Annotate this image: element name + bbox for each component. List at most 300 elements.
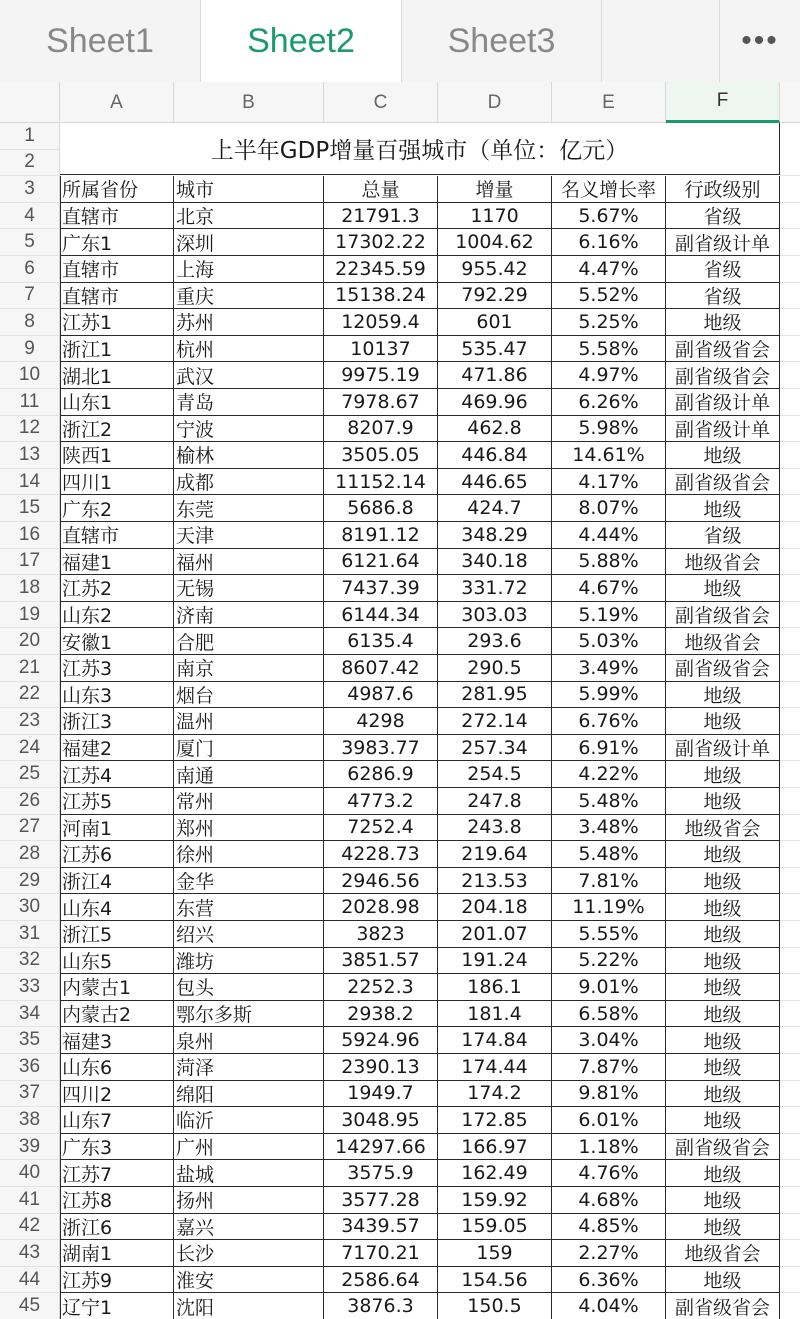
column-g-cell[interactable] [780, 442, 800, 469]
table-cell-e[interactable]: 5.99% [552, 682, 666, 709]
table-cell-a[interactable]: 安徽1 [60, 628, 174, 655]
table-cell-e[interactable]: 9.81% [552, 1081, 666, 1108]
table-cell-c[interactable]: 8191.12 [324, 522, 438, 549]
table-cell-c[interactable]: 7437.39 [324, 575, 438, 602]
table-cell-e[interactable]: 4.68% [552, 1187, 666, 1214]
table-cell-f[interactable]: 地级省会 [666, 815, 780, 842]
table-cell-f[interactable]: 副省级省会 [666, 336, 780, 363]
table-cell-f[interactable]: 地级 [666, 948, 780, 975]
row-number[interactable]: 1 [0, 123, 60, 150]
column-g-cell[interactable] [780, 1293, 800, 1319]
column-g-cell[interactable] [780, 283, 800, 310]
table-cell-b[interactable]: 宁波 [174, 416, 324, 443]
table-cell-a[interactable]: 江苏4 [60, 761, 174, 788]
column-g-cell[interactable] [780, 1267, 800, 1294]
table-cell-e[interactable]: 5.19% [552, 602, 666, 629]
table-cell-c[interactable]: 8207.9 [324, 416, 438, 443]
table-cell-b[interactable]: 成都 [174, 469, 324, 496]
table-cell-f[interactable]: 地级 [666, 1160, 780, 1187]
table-cell-a[interactable]: 浙江1 [60, 336, 174, 363]
column-g-cell[interactable] [780, 815, 800, 842]
table-cell-d[interactable]: 201.07 [438, 921, 552, 948]
table-cell-f[interactable]: 地级 [666, 309, 780, 336]
column-g-cell[interactable] [780, 948, 800, 975]
table-cell-b[interactable]: 扬州 [174, 1187, 324, 1214]
table-cell-d[interactable]: 535.47 [438, 336, 552, 363]
table-cell-a[interactable]: 山东2 [60, 602, 174, 629]
column-g-cell[interactable] [780, 123, 800, 176]
table-cell-c[interactable]: 2946.56 [324, 868, 438, 895]
row-number[interactable]: 45 [0, 1293, 60, 1319]
table-cell-c[interactable]: 3575.9 [324, 1160, 438, 1187]
table-cell-a[interactable]: 陕西1 [60, 442, 174, 469]
column-g-cell[interactable] [780, 256, 800, 283]
table-cell-d[interactable]: 191.24 [438, 948, 552, 975]
table-cell-d[interactable]: 174.84 [438, 1027, 552, 1054]
column-g-cell[interactable] [780, 921, 800, 948]
table-cell-e[interactable]: 3.48% [552, 815, 666, 842]
table-cell-a[interactable]: 四川1 [60, 469, 174, 496]
tab-sheet3[interactable]: Sheet3 [402, 0, 602, 82]
table-cell-b[interactable]: 温州 [174, 708, 324, 735]
table-cell-c[interactable]: 4773.2 [324, 788, 438, 815]
table-cell-e[interactable]: 4.47% [552, 256, 666, 283]
column-g-cell[interactable] [780, 628, 800, 655]
column-g-cell[interactable] [780, 575, 800, 602]
row-number[interactable]: 27 [0, 815, 60, 842]
table-cell-b[interactable]: 城市 [174, 176, 324, 203]
row-number[interactable]: 35 [0, 1027, 60, 1054]
table-cell-c[interactable]: 6135.4 [324, 628, 438, 655]
table-cell-f[interactable]: 副省级省会 [666, 1134, 780, 1161]
table-cell-b[interactable]: 淮安 [174, 1267, 324, 1294]
row-number[interactable]: 14 [0, 469, 60, 496]
row-number[interactable]: 37 [0, 1081, 60, 1108]
tab-sheet2[interactable]: Sheet2 [201, 0, 402, 82]
row-number[interactable]: 19 [0, 602, 60, 629]
table-cell-f[interactable]: 副省级省会 [666, 469, 780, 496]
column-g-cell[interactable] [780, 336, 800, 363]
column-g-cell[interactable] [780, 1054, 800, 1081]
table-cell-d[interactable]: 348.29 [438, 522, 552, 549]
row-number[interactable]: 33 [0, 974, 60, 1001]
table-cell-c[interactable]: 3876.3 [324, 1293, 438, 1319]
table-cell-c[interactable]: 21791.3 [324, 203, 438, 230]
table-cell-c[interactable]: 22345.59 [324, 256, 438, 283]
table-cell-a[interactable]: 山东3 [60, 682, 174, 709]
column-header-c[interactable]: C [324, 82, 438, 123]
table-cell-d[interactable]: 159.05 [438, 1214, 552, 1241]
row-number[interactable]: 22 [0, 682, 60, 709]
row-number[interactable]: 7 [0, 283, 60, 310]
table-cell-d[interactable]: 159.92 [438, 1187, 552, 1214]
table-cell-b[interactable]: 南京 [174, 655, 324, 682]
table-cell-e[interactable]: 5.98% [552, 416, 666, 443]
row-number[interactable]: 8 [0, 309, 60, 336]
column-g-cell[interactable] [780, 655, 800, 682]
table-cell-b[interactable]: 沈阳 [174, 1293, 324, 1319]
column-header-b[interactable]: B [174, 82, 324, 123]
table-cell-e[interactable]: 3.49% [552, 655, 666, 682]
table-cell-b[interactable]: 常州 [174, 788, 324, 815]
table-cell-a[interactable]: 福建2 [60, 735, 174, 762]
table-cell-e[interactable]: 6.76% [552, 708, 666, 735]
table-cell-d[interactable]: 247.8 [438, 788, 552, 815]
table-cell-f[interactable]: 地级 [666, 1027, 780, 1054]
table-cell-d[interactable]: 471.86 [438, 362, 552, 389]
table-cell-f[interactable]: 地级 [666, 841, 780, 868]
table-cell-b[interactable]: 绵阳 [174, 1081, 324, 1108]
table-cell-b[interactable]: 东营 [174, 894, 324, 921]
table-cell-b[interactable]: 金华 [174, 868, 324, 895]
table-cell-c[interactable]: 12059.4 [324, 309, 438, 336]
table-cell-c[interactable]: 15138.24 [324, 283, 438, 310]
table-cell-c[interactable]: 1949.7 [324, 1081, 438, 1108]
column-g-cell[interactable] [780, 389, 800, 416]
table-cell-a[interactable]: 福建1 [60, 549, 174, 576]
row-number[interactable]: 3 [0, 176, 60, 203]
row-number[interactable]: 6 [0, 256, 60, 283]
table-cell-a[interactable]: 山东7 [60, 1107, 174, 1134]
row-number[interactable]: 23 [0, 708, 60, 735]
table-cell-d[interactable]: 424.7 [438, 495, 552, 522]
row-number[interactable]: 41 [0, 1187, 60, 1214]
table-cell-f[interactable]: 地级 [666, 1081, 780, 1108]
row-number[interactable]: 17 [0, 549, 60, 576]
table-cell-e[interactable]: 11.19% [552, 894, 666, 921]
row-number[interactable]: 34 [0, 1001, 60, 1028]
table-cell-f[interactable]: 地级 [666, 1267, 780, 1294]
row-number[interactable]: 15 [0, 495, 60, 522]
table-cell-f[interactable]: 副省级计单 [666, 416, 780, 443]
row-number[interactable]: 44 [0, 1267, 60, 1294]
table-cell-c[interactable]: 6286.9 [324, 761, 438, 788]
table-cell-d[interactable]: 181.4 [438, 1001, 552, 1028]
table-cell-e[interactable]: 5.03% [552, 628, 666, 655]
table-cell-e[interactable]: 4.44% [552, 522, 666, 549]
table-cell-a[interactable]: 广东1 [60, 229, 174, 256]
table-cell-e[interactable]: 8.07% [552, 495, 666, 522]
table-cell-f[interactable]: 地级 [666, 682, 780, 709]
column-g-cell[interactable] [780, 362, 800, 389]
table-cell-f[interactable]: 副省级省会 [666, 655, 780, 682]
table-cell-c[interactable]: 2586.64 [324, 1267, 438, 1294]
more-options-icon[interactable]: ••• [720, 0, 800, 82]
table-cell-a[interactable]: 江苏2 [60, 575, 174, 602]
table-cell-c[interactable]: 10137 [324, 336, 438, 363]
table-cell-b[interactable]: 福州 [174, 549, 324, 576]
table-cell-a[interactable]: 辽宁1 [60, 1293, 174, 1319]
table-cell-d[interactable]: 186.1 [438, 974, 552, 1001]
table-cell-a[interactable]: 江苏5 [60, 788, 174, 815]
column-g-cell[interactable] [780, 1240, 800, 1267]
column-g-cell[interactable] [780, 974, 800, 1001]
table-cell-f[interactable]: 地级 [666, 495, 780, 522]
table-cell-b[interactable]: 北京 [174, 203, 324, 230]
table-cell-c[interactable]: 4987.6 [324, 682, 438, 709]
table-cell-a[interactable]: 江苏1 [60, 309, 174, 336]
row-number[interactable]: 5 [0, 229, 60, 256]
table-cell-e[interactable]: 6.91% [552, 735, 666, 762]
table-cell-f[interactable]: 地级省会 [666, 628, 780, 655]
table-cell-d[interactable]: 204.18 [438, 894, 552, 921]
table-cell-f[interactable]: 地级 [666, 1187, 780, 1214]
table-cell-b[interactable]: 厦门 [174, 735, 324, 762]
table-cell-b[interactable]: 潍坊 [174, 948, 324, 975]
table-cell-e[interactable]: 4.67% [552, 575, 666, 602]
table-cell-e[interactable]: 4.85% [552, 1214, 666, 1241]
table-cell-b[interactable]: 包头 [174, 974, 324, 1001]
table-cell-c[interactable]: 7170.21 [324, 1240, 438, 1267]
row-number[interactable]: 38 [0, 1107, 60, 1134]
table-cell-a[interactable]: 山东6 [60, 1054, 174, 1081]
row-number[interactable]: 13 [0, 442, 60, 469]
column-g-cell[interactable] [780, 1187, 800, 1214]
column-g-cell[interactable] [780, 549, 800, 576]
table-cell-d[interactable]: 243.8 [438, 815, 552, 842]
column-g-cell[interactable] [780, 602, 800, 629]
table-cell-c[interactable]: 8607.42 [324, 655, 438, 682]
row-number[interactable]: 36 [0, 1054, 60, 1081]
column-g-cell[interactable] [780, 309, 800, 336]
table-cell-a[interactable]: 江苏8 [60, 1187, 174, 1214]
table-cell-b[interactable]: 天津 [174, 522, 324, 549]
table-cell-b[interactable]: 杭州 [174, 336, 324, 363]
column-g-cell[interactable] [780, 788, 800, 815]
table-cell-d[interactable]: 1004.62 [438, 229, 552, 256]
table-cell-f[interactable]: 地级 [666, 921, 780, 948]
row-number[interactable]: 12 [0, 416, 60, 443]
table-cell-d[interactable]: 446.84 [438, 442, 552, 469]
table-cell-b[interactable]: 绍兴 [174, 921, 324, 948]
row-number[interactable]: 20 [0, 628, 60, 655]
table-cell-c[interactable]: 2938.2 [324, 1001, 438, 1028]
column-header-a[interactable]: A [60, 82, 174, 123]
table-cell-d[interactable]: 172.85 [438, 1107, 552, 1134]
column-g-cell[interactable] [780, 469, 800, 496]
table-cell-e[interactable]: 5.22% [552, 948, 666, 975]
table-cell-d[interactable]: 601 [438, 309, 552, 336]
column-g-cell[interactable] [780, 1081, 800, 1108]
table-cell-a[interactable]: 浙江3 [60, 708, 174, 735]
column-g-cell[interactable] [780, 1001, 800, 1028]
table-cell-a[interactable]: 直辖市 [60, 203, 174, 230]
table-cell-a[interactable]: 广东3 [60, 1134, 174, 1161]
row-number[interactable]: 11 [0, 389, 60, 416]
row-number[interactable]: 26 [0, 788, 60, 815]
table-cell-e[interactable]: 4.04% [552, 1293, 666, 1319]
row-number[interactable]: 18 [0, 575, 60, 602]
table-cell-c[interactable]: 3983.77 [324, 735, 438, 762]
table-cell-c[interactable]: 14297.66 [324, 1134, 438, 1161]
table-cell-e[interactable]: 6.26% [552, 389, 666, 416]
column-g-cell[interactable] [780, 682, 800, 709]
table-cell-a[interactable]: 江苏6 [60, 841, 174, 868]
table-cell-c[interactable]: 6121.64 [324, 549, 438, 576]
row-number[interactable]: 30 [0, 894, 60, 921]
column-g-cell[interactable] [780, 495, 800, 522]
table-cell-b[interactable]: 南通 [174, 761, 324, 788]
select-all-corner[interactable] [0, 82, 60, 123]
table-cell-e[interactable]: 5.88% [552, 549, 666, 576]
table-cell-d[interactable]: 446.65 [438, 469, 552, 496]
table-cell-f[interactable]: 地级 [666, 1001, 780, 1028]
table-cell-c[interactable]: 4228.73 [324, 841, 438, 868]
table-cell-b[interactable]: 重庆 [174, 283, 324, 310]
table-cell-e[interactable]: 4.76% [552, 1160, 666, 1187]
table-cell-a[interactable]: 四川2 [60, 1081, 174, 1108]
column-g-cell[interactable] [780, 708, 800, 735]
row-number[interactable]: 40 [0, 1160, 60, 1187]
table-cell-e[interactable]: 4.22% [552, 761, 666, 788]
row-number[interactable]: 4 [0, 203, 60, 230]
table-cell-d[interactable]: 174.2 [438, 1081, 552, 1108]
table-cell-a[interactable]: 山东5 [60, 948, 174, 975]
column-g-cell[interactable] [780, 841, 800, 868]
table-cell-e[interactable]: 6.58% [552, 1001, 666, 1028]
table-cell-d[interactable]: 1170 [438, 203, 552, 230]
table-cell-e[interactable]: 7.81% [552, 868, 666, 895]
table-cell-e[interactable]: 6.01% [552, 1107, 666, 1134]
table-cell-a[interactable]: 山东4 [60, 894, 174, 921]
table-cell-f[interactable]: 地级 [666, 1107, 780, 1134]
column-g-cell[interactable] [780, 1134, 800, 1161]
row-number[interactable]: 28 [0, 841, 60, 868]
table-cell-e[interactable]: 1.18% [552, 1134, 666, 1161]
table-cell-c[interactable]: 2028.98 [324, 894, 438, 921]
table-cell-b[interactable]: 徐州 [174, 841, 324, 868]
table-cell-e[interactable]: 5.25% [552, 309, 666, 336]
table-cell-f[interactable]: 地级 [666, 1054, 780, 1081]
table-cell-a[interactable]: 湖南1 [60, 1240, 174, 1267]
table-cell-c[interactable]: 3823 [324, 921, 438, 948]
table-cell-f[interactable]: 省级 [666, 283, 780, 310]
table-cell-d[interactable]: 331.72 [438, 575, 552, 602]
table-cell-f[interactable]: 地级省会 [666, 549, 780, 576]
table-cell-b[interactable]: 盐城 [174, 1160, 324, 1187]
table-cell-a[interactable]: 广东2 [60, 495, 174, 522]
column-g-cell[interactable] [780, 894, 800, 921]
column-g-cell[interactable] [780, 1214, 800, 1241]
table-cell-f[interactable]: 副省级计单 [666, 229, 780, 256]
table-cell-f[interactable]: 副省级省会 [666, 602, 780, 629]
column-g-cell[interactable] [780, 1107, 800, 1134]
table-cell-d[interactable]: 增量 [438, 176, 552, 203]
column-header-e[interactable]: E [552, 82, 666, 123]
table-cell-b[interactable]: 榆林 [174, 442, 324, 469]
table-cell-e[interactable]: 5.58% [552, 336, 666, 363]
table-cell-d[interactable]: 166.97 [438, 1134, 552, 1161]
row-number[interactable]: 42 [0, 1214, 60, 1241]
table-cell-d[interactable]: 290.5 [438, 655, 552, 682]
table-cell-b[interactable]: 武汉 [174, 362, 324, 389]
table-cell-a[interactable]: 浙江4 [60, 868, 174, 895]
column-header-d[interactable]: D [438, 82, 552, 123]
row-number[interactable]: 31 [0, 921, 60, 948]
row-number[interactable]: 10 [0, 362, 60, 389]
table-cell-d[interactable]: 462.8 [438, 416, 552, 443]
table-cell-e[interactable]: 14.61% [552, 442, 666, 469]
table-cell-a[interactable]: 直辖市 [60, 283, 174, 310]
table-cell-c[interactable]: 7252.4 [324, 815, 438, 842]
table-cell-a[interactable]: 内蒙古1 [60, 974, 174, 1001]
column-g-cell[interactable] [780, 416, 800, 443]
table-cell-d[interactable]: 219.64 [438, 841, 552, 868]
table-cell-b[interactable]: 东莞 [174, 495, 324, 522]
table-cell-b[interactable]: 济南 [174, 602, 324, 629]
table-cell-a[interactable]: 江苏3 [60, 655, 174, 682]
column-g-cell[interactable] [780, 1160, 800, 1187]
table-cell-e[interactable]: 5.48% [552, 788, 666, 815]
row-number[interactable]: 21 [0, 655, 60, 682]
table-cell-e[interactable]: 4.97% [552, 362, 666, 389]
table-cell-d[interactable]: 174.44 [438, 1054, 552, 1081]
table-cell-d[interactable]: 293.6 [438, 628, 552, 655]
table-cell-b[interactable]: 烟台 [174, 682, 324, 709]
table-cell-e[interactable]: 5.52% [552, 283, 666, 310]
table-cell-c[interactable]: 5924.96 [324, 1027, 438, 1054]
table-cell-b[interactable]: 鄂尔多斯 [174, 1001, 324, 1028]
table-cell-e[interactable]: 7.87% [552, 1054, 666, 1081]
row-number[interactable]: 16 [0, 522, 60, 549]
table-cell-b[interactable]: 上海 [174, 256, 324, 283]
table-cell-e[interactable]: 6.36% [552, 1267, 666, 1294]
table-cell-b[interactable]: 长沙 [174, 1240, 324, 1267]
column-g-cell[interactable] [780, 203, 800, 230]
table-cell-c[interactable]: 3505.05 [324, 442, 438, 469]
table-cell-a[interactable]: 浙江6 [60, 1214, 174, 1241]
column-g-cell[interactable] [780, 229, 800, 256]
table-cell-b[interactable]: 临沂 [174, 1107, 324, 1134]
table-cell-f[interactable]: 地级 [666, 894, 780, 921]
table-cell-f[interactable]: 地级 [666, 1214, 780, 1241]
table-cell-d[interactable]: 340.18 [438, 549, 552, 576]
table-cell-b[interactable]: 泉州 [174, 1027, 324, 1054]
table-cell-b[interactable]: 合肥 [174, 628, 324, 655]
table-cell-f[interactable]: 地级 [666, 974, 780, 1001]
table-cell-d[interactable]: 469.96 [438, 389, 552, 416]
table-cell-e[interactable]: 4.17% [552, 469, 666, 496]
table-cell-e[interactable]: 名义增长率 [552, 176, 666, 203]
column-g-cell[interactable] [780, 761, 800, 788]
table-cell-f[interactable]: 地级 [666, 708, 780, 735]
row-number[interactable]: 29 [0, 868, 60, 895]
table-cell-b[interactable]: 苏州 [174, 309, 324, 336]
table-cell-c[interactable]: 2390.13 [324, 1054, 438, 1081]
table-cell-f[interactable]: 省级 [666, 256, 780, 283]
table-cell-f[interactable]: 副省级计单 [666, 389, 780, 416]
table-cell-d[interactable]: 162.49 [438, 1160, 552, 1187]
table-cell-b[interactable]: 菏泽 [174, 1054, 324, 1081]
table-cell-c[interactable]: 3048.95 [324, 1107, 438, 1134]
table-cell-c[interactable]: 6144.34 [324, 602, 438, 629]
table-cell-c[interactable]: 11152.14 [324, 469, 438, 496]
table-cell-f[interactable]: 省级 [666, 522, 780, 549]
table-cell-e[interactable]: 9.01% [552, 974, 666, 1001]
table-cell-a[interactable]: 所属省份 [60, 176, 174, 203]
table-cell-f[interactable]: 省级 [666, 203, 780, 230]
table-cell-a[interactable]: 浙江5 [60, 921, 174, 948]
table-cell-d[interactable]: 150.5 [438, 1293, 552, 1319]
table-cell-a[interactable]: 山东1 [60, 389, 174, 416]
table-cell-e[interactable]: 3.04% [552, 1027, 666, 1054]
table-cell-f[interactable]: 副省级省会 [666, 362, 780, 389]
row-number[interactable]: 2 [0, 150, 60, 177]
table-cell-d[interactable]: 955.42 [438, 256, 552, 283]
table-cell-f[interactable]: 副省级计单 [666, 735, 780, 762]
table-cell-c[interactable]: 3439.57 [324, 1214, 438, 1241]
table-cell-d[interactable]: 213.53 [438, 868, 552, 895]
